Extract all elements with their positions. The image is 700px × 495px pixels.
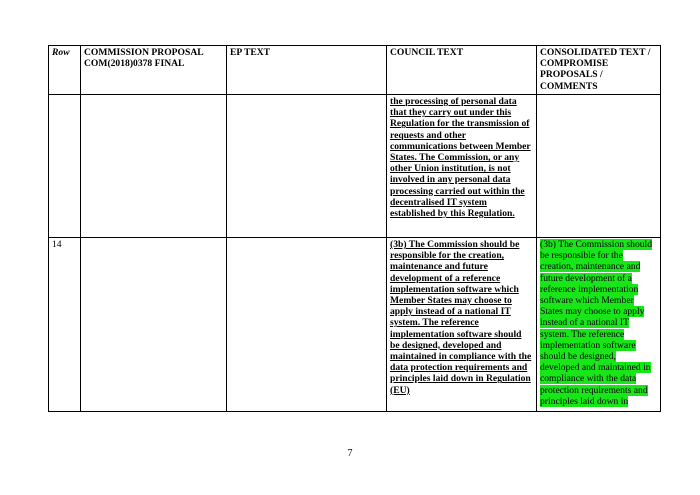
header-council-text: COUNCIL TEXT — [387, 46, 537, 95]
page-number: 7 — [347, 448, 353, 459]
council-cell — [387, 95, 537, 238]
ep-cell — [227, 95, 387, 238]
header-ep-text: EP TEXT — [227, 46, 387, 95]
consolidated-cell — [537, 95, 661, 238]
consolidated-text: (3b) The Commission should be responsible for the creation, maintenance and future development of a reference implementation software which Member States may choose to apply instead of a national IT system. The reference implementation software should be designed, developed and maintained in compliance with the data protection requirements and principles laid down in — [540, 239, 653, 407]
row-number-cell: 14 — [49, 238, 81, 412]
council-cell — [387, 238, 537, 412]
commission-cell — [81, 95, 227, 238]
council-text: (3b) The Commission should be responsible for the creation, maintenance and future development of a reference implementation software which Member States may choose to apply instead of a national IT system. The reference implementation software should be designed, developed and maintained in compliance with the data protection requirements and principles laid down in Regulation (EU) — [390, 239, 532, 396]
table-row — [49, 238, 661, 412]
table-row — [49, 95, 661, 238]
row-number-cell — [49, 95, 81, 238]
header-consolidated-text: CONSOLIDATED TEXT / COMPROMISE PROPOSALS / COMMENTS — [537, 46, 661, 95]
commission-cell — [81, 238, 227, 412]
comparison-table — [48, 45, 661, 412]
table-header-row — [49, 46, 661, 95]
ep-cell — [227, 238, 387, 412]
header-commission-proposal: COMMISSION PROPOSAL COM(2018)0378 FINAL — [81, 46, 227, 95]
header-row: Row — [49, 46, 81, 95]
council-text: the processing of personal data that they carry out under this Regulation for the transmission of requests and other communications between Member States. The Commission, or any other Union institution, is not involved in any personal data processing carried out within the decentralised IT system established by this Regulation. — [390, 96, 531, 220]
consolidated-cell — [537, 238, 661, 412]
